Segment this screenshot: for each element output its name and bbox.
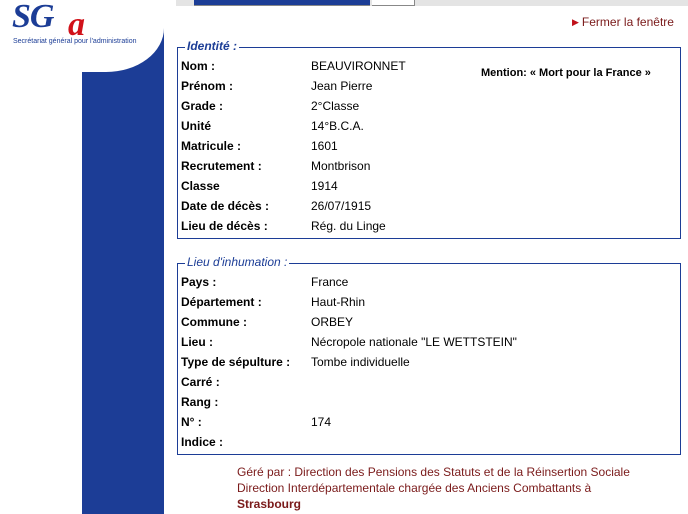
- inhumation-label: Commune :: [181, 315, 247, 329]
- close-window-label: Fermer la fenêtre: [581, 15, 674, 29]
- inhumation-label: Indice :: [181, 435, 224, 449]
- top-tab-white: [372, 0, 415, 6]
- inhumation-value: Nécropole nationale "LE WETTSTEIN": [311, 335, 517, 349]
- inhumation-label: Type de sépulture :: [181, 355, 291, 369]
- identite-value: 14°B.C.A.: [311, 119, 364, 133]
- identite-label: Matricule :: [181, 139, 242, 153]
- identite-label: Grade :: [181, 99, 224, 113]
- inhumation-value: Haut-Rhin: [311, 295, 366, 309]
- identite-value: Jean Pierre: [311, 79, 373, 93]
- logo-brand-accent: a: [68, 6, 85, 43]
- identite-value: Montbrison: [311, 159, 371, 173]
- inhumation-value: 174: [311, 415, 332, 429]
- identite-panel: [177, 39, 681, 239]
- logo-brand: SG: [12, 0, 54, 35]
- identite-label: Prénom :: [181, 79, 234, 93]
- inhumation-legend: Lieu d'inhumation :: [187, 255, 288, 269]
- inhumation-panel: [177, 255, 681, 455]
- identite-label: Unité: [181, 119, 211, 133]
- left-blue-bar: [82, 0, 164, 514]
- identite-legend: Identité :: [187, 39, 237, 53]
- logo-subtitle: Secrétariat général pour l'administration: [13, 38, 137, 45]
- inhumation-value: France: [311, 275, 349, 289]
- identite-label: Classe: [181, 179, 220, 193]
- identite-label: Lieu de décès :: [181, 219, 268, 233]
- footer-city: Strasbourg: [237, 497, 302, 511]
- identite-value: 26/07/1915: [311, 199, 372, 213]
- inhumation-label: Département :: [181, 295, 262, 309]
- inhumation-label: Pays :: [181, 275, 217, 289]
- close-window-link[interactable]: [572, 15, 674, 29]
- identite-label: Recrutement :: [181, 159, 262, 173]
- top-tab-blue: [194, 0, 370, 6]
- footer-line-2: Direction Interdépartementale chargée des Anciens Combattants à: [237, 481, 592, 495]
- identite-value: 1601: [311, 139, 338, 153]
- inhumation-value: Tombe individuelle: [311, 355, 410, 369]
- inhumation-label: N° :: [181, 415, 202, 429]
- identite-value: BEAUVIRONNET: [311, 59, 406, 73]
- identite-value: 2°Classe: [311, 99, 360, 113]
- mention-text: Mention: « Mort pour la France »: [481, 67, 651, 79]
- footer-managed-by: [237, 464, 677, 512]
- inhumation-label: Lieu :: [181, 335, 213, 349]
- inhumation-value: ORBEY: [311, 315, 354, 329]
- footer-line-1: Géré par : Direction des Pensions des Statuts et de la Réinsertion Sociale: [237, 465, 630, 479]
- inhumation-label: Carré :: [181, 375, 220, 389]
- identite-label: Nom :: [181, 59, 215, 73]
- identite-label: Date de décès :: [181, 199, 270, 213]
- identite-value: 1914: [311, 179, 338, 193]
- top-strip: [176, 0, 688, 6]
- sga-logo: [0, 0, 164, 72]
- inhumation-label: Rang :: [181, 395, 219, 409]
- arrow-right-icon: ▶: [572, 17, 579, 27]
- identite-value: Rég. du Linge: [311, 219, 386, 233]
